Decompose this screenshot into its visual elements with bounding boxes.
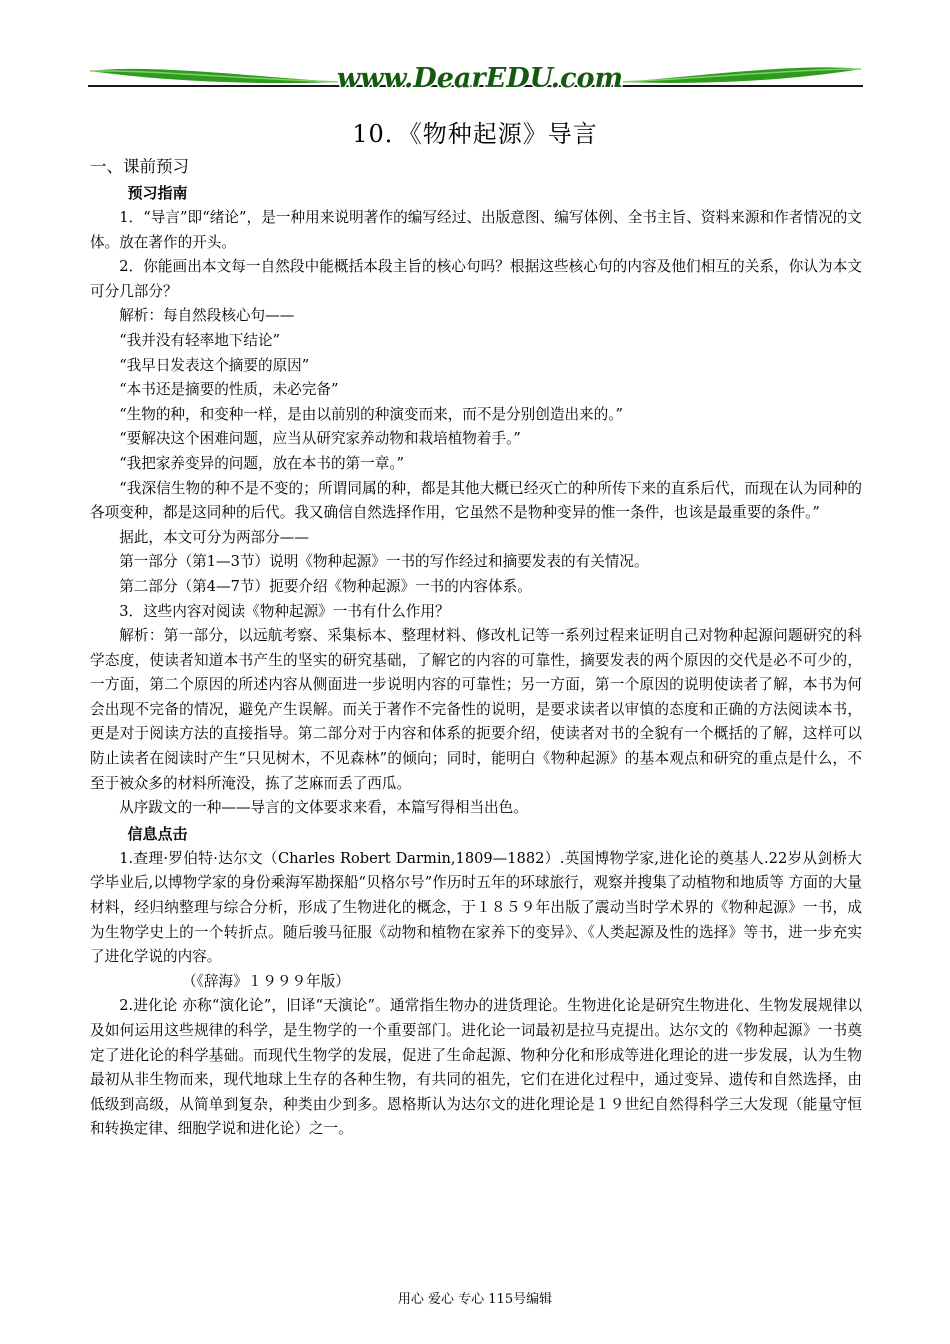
site-logo-text[interactable]: www.DearEDU.com bbox=[336, 63, 624, 94]
quote-line: “本书还是摘要的性质，未必完备” bbox=[119, 381, 339, 399]
subsection-heading-guide: 预习指南 bbox=[127, 184, 188, 202]
quote-line: “我深信生物的种不是不变的；所谓同属的种，都是其他大概已经灭亡的种所传下来的直系后代，而现在认为同种的各项变种，都是这同种的后代。我又确信自然选择作用，它虽然不是物种变异的惟一条件，也该是最重要的条件。” bbox=[90, 479, 862, 522]
paragraph: 第一部分（第1—3节）说明《物种起源》一书的写作经过和摘要发表的有关情况。 bbox=[119, 553, 649, 571]
paragraph: 2.进化论 亦称“演化论”，旧译“天演论”。通常指生物办的进货理论。生物进化论是研究生物进化、生物发展规律以及如何运用这些规律的科学，是生物学的一个重要部门。进化论一词最初是拉马克提出。达尔文的《物种起源》一书奠定了进化论的科学基础。而现代生物学的发展，促进了生命起源、物种分化和形成等进化理论的进一步发展，认为生物最初从非生物而来，现代地球上生存的各种生物，有共同的祖先，它们在进化过程中，通过变异、遗传和自然选择，由低级到高级，从简单到复杂，种类由少到多。恩格斯认为达尔文的进化理论是１９世纪自然得科学三大发现（能量守恒和转换定律、细胞学说和进化论）之一。 bbox=[90, 997, 862, 1138]
site-banner bbox=[88, 58, 863, 98]
document-body bbox=[90, 152, 862, 1142]
paragraph: 从序跋文的一种——导言的文体要求来看，本篇写得相当出色。 bbox=[119, 799, 528, 817]
quote-line: “我把家养变异的问题，放在本书的第一章。” bbox=[119, 454, 405, 472]
paragraph: 1.查理·罗伯特·达尔文（Charles Robert Darmin,1809—1882）.英国博物学家,进化论的奠基人.22岁从剑桥大学毕业后,以博物学家的身份乘海军勘探船“贝格尔号”作历时五年的环球旅行，观察并搜集了动植物和地质等 方面的大量材料，经归纳整理与综合分析，形成了生物进化的概念，于１８５９年出版了震动当时学术界的《物种起源》一书，成为生物学史上的一个转折点。随后骏马征服《动物和植物在家养下的变异》、《人类起源及性的选择》等书，进一步充实了进化学说的内容。 bbox=[90, 849, 862, 966]
quote-line: “生物的种，和变种一样，是由以前别的种演变而来，而不是分别创造出来的。” bbox=[119, 405, 623, 423]
source-citation: （《辞海》１９９９年版） bbox=[182, 972, 350, 990]
analysis-label: 解析：每自然段核心句—— bbox=[119, 307, 295, 325]
section-heading: 一、课前预习 bbox=[90, 157, 189, 176]
subsection-heading-info: 信息点击 bbox=[127, 824, 188, 843]
paragraph: 据此，本文可分为两部分—— bbox=[119, 528, 309, 546]
quote-line: “我并没有轻率地下结论” bbox=[119, 331, 281, 349]
paragraph: 解析：第一部分，以远航考察、采集标本、整理材料、修改札记等一系列过程来证明自己对物种起源问题研究的科学态度，使读者知道本书产生的坚实的研究基础，了解它的内容的可靠性，摘要发表的两个原因的交代是必不可少的，一方面，第二个原因的所述内容从侧面进一步说明内容的可靠性；另一方面，第一个原因的说明使读者了解，本书为何会出现不完备的情况，避免产生误解。而关于著作不完备性的说明，是要求读者以审慎的态度和正确的方法阅读本书，更是对于阅读方法的直接指导。第二部分对于内容和体系的扼要介绍，使读者对书的全貌有一个概括的了解，这样可以防止读者在阅读时产生“只见树木，不见森林”的倾向；同时，能明白《物种起源》的基本观点和研究的重点是什么，不至于被众多的材料所淹没，拣了芝麻而丢了西瓜。 bbox=[90, 627, 862, 792]
quote-line: “要解决这个困难问题，应当从研究家养动物和栽培植物着手。” bbox=[119, 430, 521, 448]
paragraph: 第二部分（第4—7节）扼要介绍《物种起源》一书的内容体系。 bbox=[119, 577, 532, 595]
document-title: 10．《物种起源》导言 bbox=[352, 120, 598, 148]
paragraph: 2．你能画出本文每一自然段中能概括本段主旨的核心句吗？根据这些核心句的内容及他们相互的关系，你认为本文可分几部分？ bbox=[90, 258, 862, 300]
site-banner-graphic bbox=[88, 58, 863, 98]
quote-line: “我早日发表这个摘要的原因” bbox=[119, 356, 310, 374]
paragraph: 1．“导言”即“绪论”，是一种用来说明著作的编写经过、出版意图、编写体例、全书主旨、资料来源和作者情况的文体。放在著作的开头。 bbox=[90, 209, 862, 251]
paragraph: 3．这些内容对阅读《物种起源》一书有什么作用？ bbox=[119, 602, 450, 620]
page-footer: 用心 爱心 专心 115号编辑 bbox=[397, 1292, 553, 1307]
